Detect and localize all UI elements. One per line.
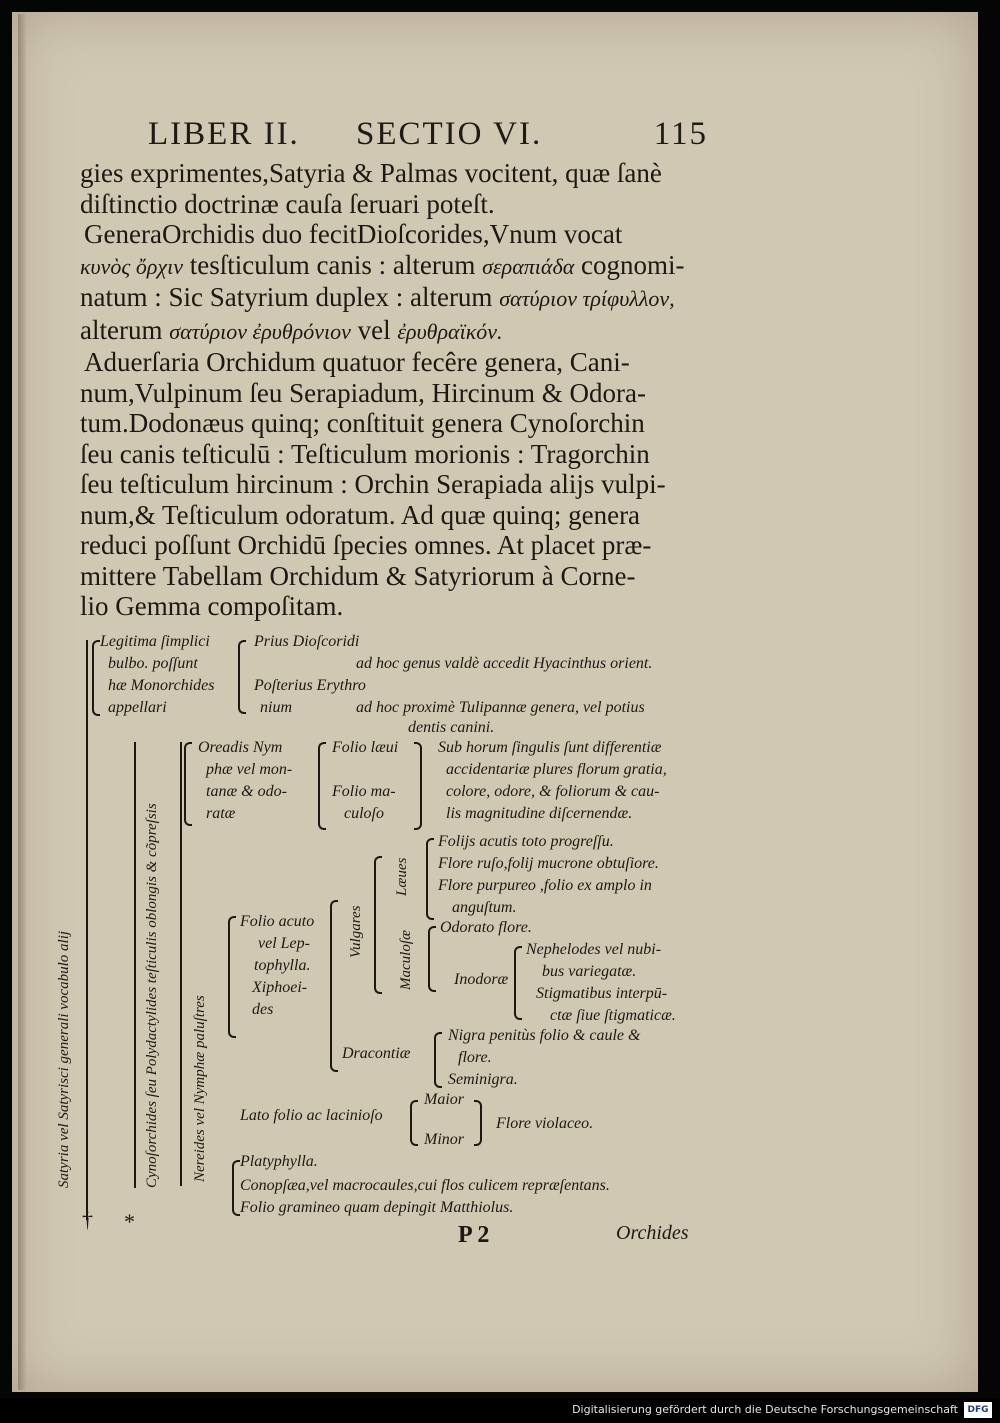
digitization-credit: Digitalisierung gefördert durch die Deutsche Forschungsgemeinschaft bbox=[572, 1403, 958, 1416]
flore-violaceo-brace bbox=[474, 1100, 482, 1146]
label-vulgares: Vulgares bbox=[348, 905, 364, 958]
body-line: mittere Tabellam Orchidum & Satyriorum à Corne- bbox=[80, 560, 636, 591]
maior-label: Maior bbox=[424, 1091, 464, 1108]
inodorae-label: Inodoræ bbox=[454, 971, 509, 988]
body-line: num,Vulpinum ſeu Serapiadum, Hircinum & Odora- bbox=[80, 377, 647, 408]
cyno-brace-line bbox=[134, 742, 136, 1188]
body-line: reduci poſſunt Orchidū ſpecies omnes. At placet præ- bbox=[80, 530, 652, 560]
nereides-brace-line bbox=[180, 742, 182, 1186]
nigra-line: Nigra penitùs folio & caule & bbox=[448, 1027, 641, 1044]
laeues-item: anguſtum. bbox=[452, 899, 517, 916]
legitima-line: hæ Monorchides bbox=[108, 677, 215, 694]
prius-brace bbox=[238, 640, 246, 714]
label-laeues: Læues bbox=[394, 857, 410, 896]
greek-word: ἐρυθραϊκόν. bbox=[397, 318, 503, 344]
stigmatibus-line: ctæ ſiue ſtigmaticæ. bbox=[550, 1007, 676, 1024]
laeues-item: Flore ruſo,folij mucrone obtuſiore. bbox=[438, 855, 659, 872]
folio-acuto-line: Folio acuto bbox=[240, 913, 315, 930]
platyphylla-label: Platyphylla. bbox=[240, 1153, 318, 1170]
hyacinthus-note: ad hoc genus valdè accedit Hyacinthus orient. bbox=[356, 655, 653, 672]
greek-word: σεραπιάδα bbox=[482, 253, 575, 279]
body-fragment: natum : Sic Satyrium duplex : alterum bbox=[80, 282, 493, 312]
legitima-line: appellari bbox=[108, 699, 167, 716]
vulgares-brace bbox=[374, 856, 382, 994]
conopsea-label: Conopſæa,vel macrocaules,cui flos culicem repræſentans. bbox=[240, 1177, 610, 1194]
folio-brace bbox=[318, 742, 326, 830]
tulipanna-note: ad hoc proximè Tulipannæ genera, vel potius bbox=[356, 699, 645, 716]
label-satyria: Satyria vel Satyrisci generali vocabulo alij bbox=[56, 930, 72, 1188]
asterisk-mark: * bbox=[124, 1209, 135, 1234]
oreadis-brace bbox=[184, 742, 192, 826]
body-line: num,& Teſticulum odoratum. Ad quæ quinq; genera bbox=[80, 499, 641, 530]
outer-brace-line bbox=[86, 640, 88, 1220]
sub-horum-brace bbox=[414, 742, 422, 830]
folio-acuto-line: tophylla. bbox=[254, 957, 311, 974]
body-line: ſeu teſticulum hircinum : Orchin Serapiada alijs vulpi- bbox=[80, 469, 666, 499]
body-line: ſeu canis teſticulū : Teſticulum morionis : Tragorchin bbox=[80, 438, 650, 469]
body-fragment: vel bbox=[357, 314, 391, 345]
folio-acuto-brace bbox=[330, 900, 338, 1072]
stigmatibus-line: Stigmatibus interpū- bbox=[536, 985, 668, 1002]
maculosae-brace bbox=[428, 926, 436, 992]
nephelodes-line: bus variegatæ. bbox=[542, 963, 637, 980]
folio-gramineo-label: Folio gramineo quam depingit Matthiolus. bbox=[240, 1199, 514, 1216]
body-line: lio Gemma compoſitam. bbox=[80, 591, 344, 621]
draconitiae-brace bbox=[434, 1032, 442, 1088]
label-maculosae: Maculoſæ bbox=[398, 930, 414, 990]
inodorae-brace bbox=[514, 946, 522, 1020]
dfg-logo-icon: DFG bbox=[964, 1402, 992, 1418]
nephelodes-line: Nephelodes vel nubi- bbox=[526, 941, 662, 958]
label-nereides: Nereides vel Nymphæ paluſtres bbox=[192, 995, 208, 1182]
body-line: Aduerſaria Orchidum quatuor fecêre genera, Cani- bbox=[84, 347, 630, 377]
laeues-item: Flore purpureo ,folio ex amplo in bbox=[438, 877, 652, 894]
folio-acuto-line: Xiphoei- bbox=[252, 979, 308, 996]
oreadis-line: phæ vel mon- bbox=[206, 761, 293, 778]
tulipanna-note: dentis canini. bbox=[408, 719, 495, 736]
draconitiae-label: Dracontiæ bbox=[342, 1045, 411, 1062]
nereides-sub-brace bbox=[228, 916, 236, 1038]
odorato-label: Odorato flore. bbox=[440, 919, 532, 936]
catchword: Orchides bbox=[616, 1222, 689, 1244]
folio-maculoso-label: culoſo bbox=[344, 805, 384, 822]
laeues-brace bbox=[426, 838, 434, 920]
flore-violaceo-label: Flore violaceo. bbox=[496, 1115, 594, 1132]
oreadis-line: tanæ & odo- bbox=[206, 783, 287, 800]
folio-number: 115 bbox=[653, 116, 708, 152]
oreadis-line: Oreadis Nym bbox=[198, 739, 283, 756]
label-cynosorchides: Cynoſorchides ſeu Polydactylides teſticulis oblongis & cõpreſsis bbox=[144, 803, 160, 1188]
oreadis-line: ratæ bbox=[206, 805, 236, 822]
signature-mark: P 2 bbox=[458, 1222, 490, 1248]
sub-horum-line: lis magnitudine diſcernendæ. bbox=[446, 805, 633, 822]
legitima-brace bbox=[92, 640, 100, 716]
lato-folio-label: Lato folio ac laciniοſo bbox=[240, 1107, 383, 1124]
prius-label: Prius Dioſcoridi bbox=[254, 633, 360, 650]
folio-acuto-line: des bbox=[252, 1001, 274, 1018]
body-fragment: cognomi- bbox=[581, 249, 685, 280]
body-line: gies exprimentes,Satyria & Palmas vocitent, quæ ſanè bbox=[80, 158, 662, 188]
final-brace bbox=[232, 1160, 240, 1216]
body-line: tum.Dodonæus quinq; conſtituit genera Cynoſorchin bbox=[80, 408, 645, 438]
dagger-mark: † bbox=[82, 1207, 93, 1232]
legitima-line: Legitima ſimplici bbox=[100, 633, 210, 650]
lato-folio-brace bbox=[410, 1100, 418, 1146]
body-fragment: alterum bbox=[80, 314, 163, 345]
folio-laeui-label: Folio læui bbox=[332, 739, 399, 756]
greek-word: κυνὸς ὄρχιν bbox=[80, 253, 183, 279]
nigra-line: flore. bbox=[458, 1049, 492, 1066]
greek-word: σατύριον ἐρυθρόνιον bbox=[169, 318, 351, 344]
body-line: GeneraOrchidis duo fecitDioſcorides,Vnum vocat bbox=[84, 219, 623, 249]
folio-acuto-line: vel Lep- bbox=[258, 935, 310, 952]
laeues-item: Folijs acutis toto progreſſu. bbox=[438, 833, 614, 850]
body-line: diſtinctio doctrinæ cauſa ſeruari poteſt. bbox=[80, 188, 495, 219]
body-fragment: tesſticulum canis : alterum bbox=[189, 249, 476, 280]
running-head-liber: LIBER II. bbox=[148, 116, 300, 152]
sub-horum-line: Sub horum ſingulis ſunt differentiæ bbox=[438, 739, 662, 756]
sub-horum-line: colore, odore, & foliorum & cau- bbox=[446, 783, 660, 800]
running-head-sectio: SECTIO VI. bbox=[356, 116, 543, 152]
posterius-label: Poſterius Erythro bbox=[254, 677, 366, 694]
legitima-line: bulbo. poſſunt bbox=[108, 655, 198, 672]
seminigra-label: Seminigra. bbox=[448, 1071, 518, 1088]
posterius-label: nium bbox=[260, 699, 292, 716]
minor-label: Minor bbox=[424, 1131, 464, 1148]
sub-horum-line: accidentariæ plures florum gratia, bbox=[446, 761, 667, 778]
greek-word: σατύριον τρίφυλλον, bbox=[499, 286, 675, 311]
folio-maculoso-label: Folio ma- bbox=[332, 783, 396, 800]
